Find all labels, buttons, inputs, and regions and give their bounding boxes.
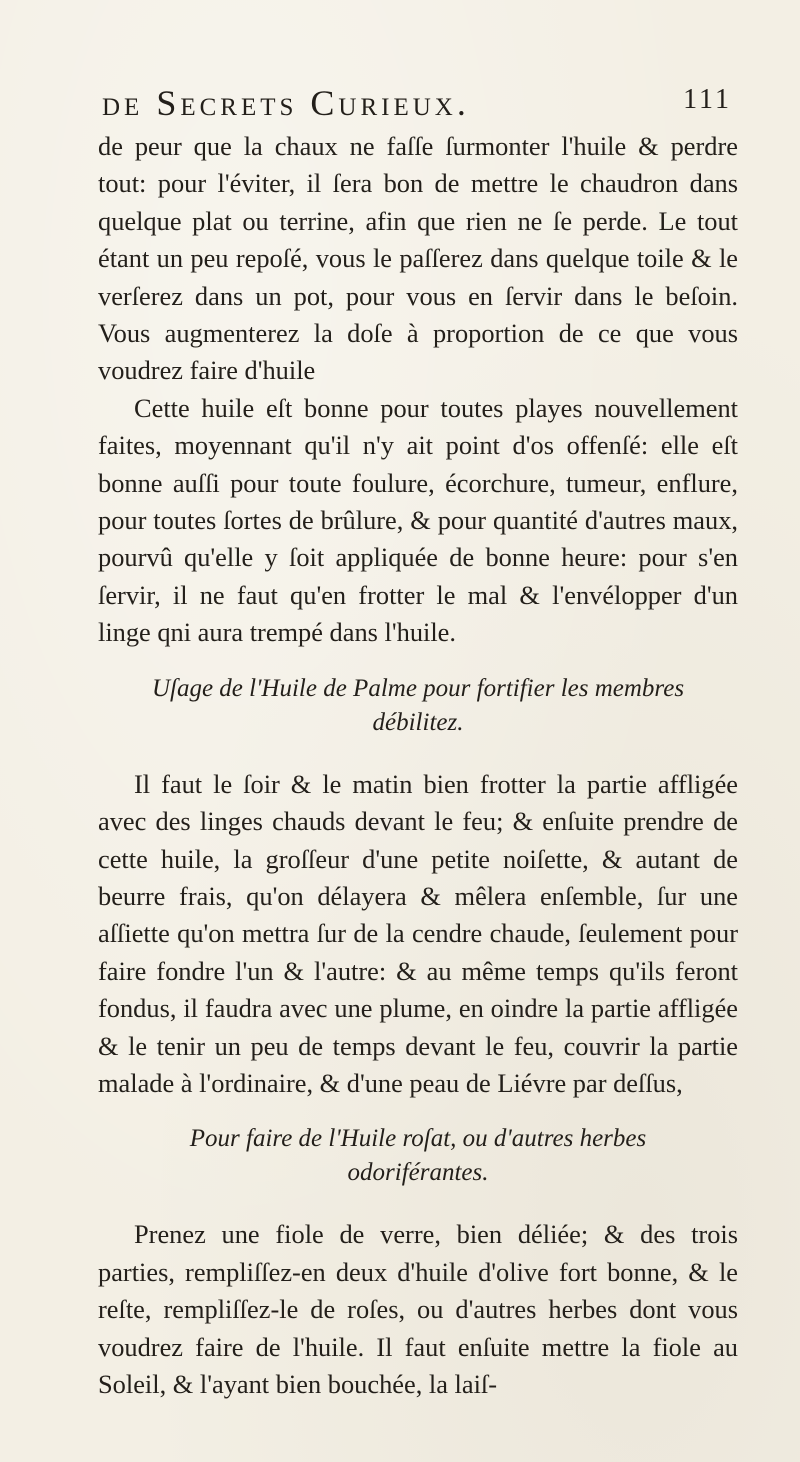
- section-heading-huile-de-palme: Uſage de l'Huile de Palme pour fortifier les membres débilitez.: [151, 674, 685, 736]
- paragraph-huile-de-palme: Il faut le ſoir & le matin bien frotter la partie affligée avec des linges chauds devant le feu; & enſuite prendre de cette huile, la groſſeur d'une petite noiſette, & autant de beurre frais, qu'on délayera & mêlera enſemble, ſur une aſſiette qu'on mettra ſur de la cendre chaude, ſeulement pour faire fondre l'un & l'autre: & au même temps qu'ils feront fondus, il faudra avec une plume, en oindre la partie affligée & le tenir un peu de temps devant le feu, couvrir la partie malade à l'ordinaire, & d'une peau de Liévre par deſſus,: [98, 768, 738, 1098]
- paragraph-huile-uses: Cette huile eſt bonne pour toutes playes nouvellement faites, moyennant qu'il n'y ait point d'os offenſé: elle eſt bonne auſſi pour toute foulure, écorchure, tumeur, enflure, pour toutes ſortes de brûlure, & pour quantité d'autres maux, pourvû qu'elle y ſoit appliquée de bonne heure: pour s'en ſervir, il ne faut qu'en frotter le mal & l'envélopper d'un linge qni aura trempé dans l'huile.: [98, 392, 738, 648]
- running-title: de Secrets Curieux.: [102, 83, 470, 123]
- section-heading-huile-rosat: Pour faire de l'Huile roſat, ou d'autres herbes odoriférantes.: [189, 1125, 647, 1187]
- paragraph-huile-rosat: Prenez une fiole de verre, bien déliée; & des trois parties, rempliſſez-en deux d'huile d'olive fort bonne, & le reſte, rempliſſez-le de roſes, ou d'autres herbes dont vous voudrez faire de l'huile. Il faut enſuite mettre la fiole au Soleil, & l'ayant bien bouchée, la laiſ-: [98, 1219, 738, 1399]
- running-header: [98, 82, 738, 124]
- page-number: 111: [683, 84, 732, 115]
- paragraph-continuation: de peur que la chaux ne faſſe ſurmonter l'huile & perdre tout: pour l'éviter, il ſera bon de mettre le chaudron dans quelque plat ou terrine, afin que rien ne ſe perde. Le tout étant un peu repoſé, vous le paſſerez dans quelque toile & le verſerez dans un pot, pour vous en ſervir dans le beſoin. Vous augmenterez la doſe à proportion de ce que vous voudrez faire d'huile: [98, 131, 738, 386]
- body-text: [98, 128, 738, 1403]
